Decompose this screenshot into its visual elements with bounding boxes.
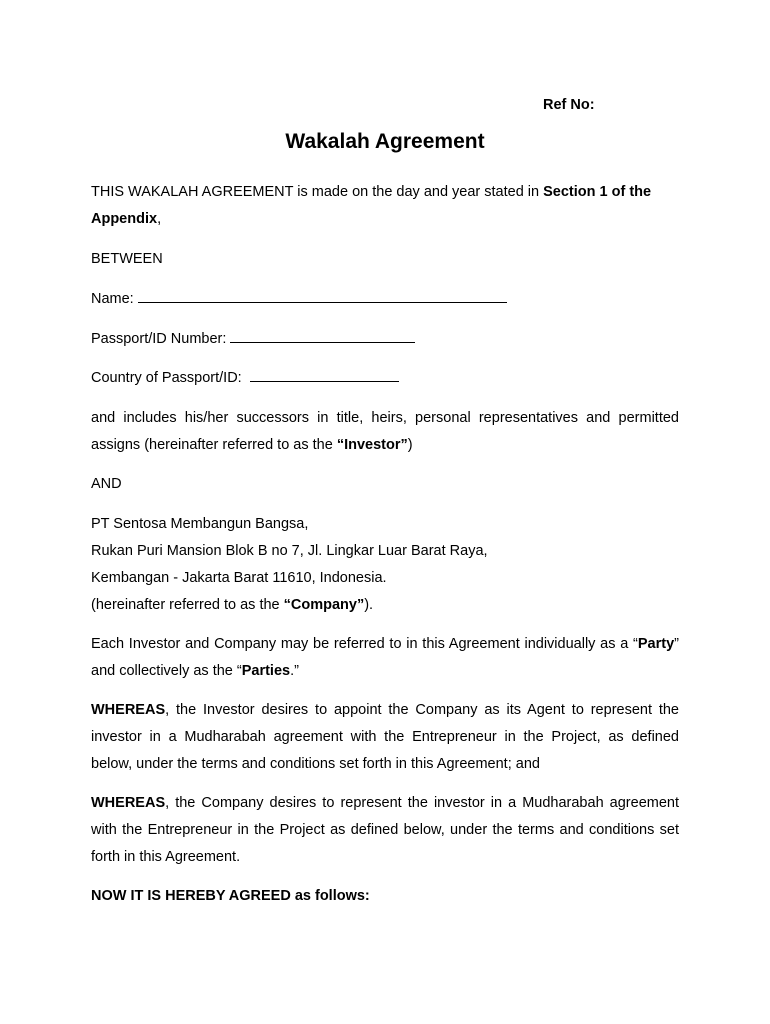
company-address-line2: Kembangan - Jakarta Barat 11610, Indonesia. xyxy=(91,570,387,586)
and-label: AND xyxy=(91,476,122,492)
ref-no-label: Ref No: xyxy=(543,97,595,113)
agreed-heading: NOW IT IS HEREBY AGREED as follows: xyxy=(91,888,370,904)
whereas-paragraph-1: WHEREAS, the Investor desires to appoint the Company as its Agent to represent the investor in a Mudharabah agreement with the Entrepreneur in the Project, as defined below, under the terms and conditions set forth in this Agreement; and xyxy=(91,702,679,772)
investor-clause: and includes his/her successors in title, heirs, personal representatives and permitted assigns (hereinafter referred to as the “Investor”) xyxy=(91,410,679,453)
country-blank-line[interactable] xyxy=(250,367,399,382)
company-address-line1: Rukan Puri Mansion Blok B no 7, Jl. Lingkar Luar Barat Raya, xyxy=(91,543,488,559)
company-name: PT Sentosa Membangun Bangsa, xyxy=(91,516,309,532)
company-block xyxy=(91,511,679,619)
passport-blank-line[interactable] xyxy=(230,328,415,343)
company-reference: (hereinafter referred to as the “Company”). xyxy=(91,597,374,613)
page-title: Wakalah Agreement xyxy=(285,130,485,153)
between-label: BETWEEN xyxy=(91,251,163,267)
whereas-paragraph-2: WHEREAS, the Company desires to represent the investor in a Mudharabah agreement with the Entrepreneur in the Project as defined below, under the terms and conditions set forth in this Agreement. xyxy=(91,795,679,865)
parties-paragraph: Each Investor and Company may be referred to in this Agreement individually as a “Party” and collectively as the “Parties.” xyxy=(91,636,679,679)
country-field: Country of Passport/ID: xyxy=(91,365,679,392)
passport-field: Passport/ID Number: xyxy=(91,326,679,353)
intro-paragraph: THIS WAKALAH AGREEMENT is made on the day and year stated in Section 1 of the Appendix, xyxy=(91,184,652,227)
name-blank-line[interactable] xyxy=(138,288,507,303)
name-field: Name: xyxy=(91,286,679,313)
